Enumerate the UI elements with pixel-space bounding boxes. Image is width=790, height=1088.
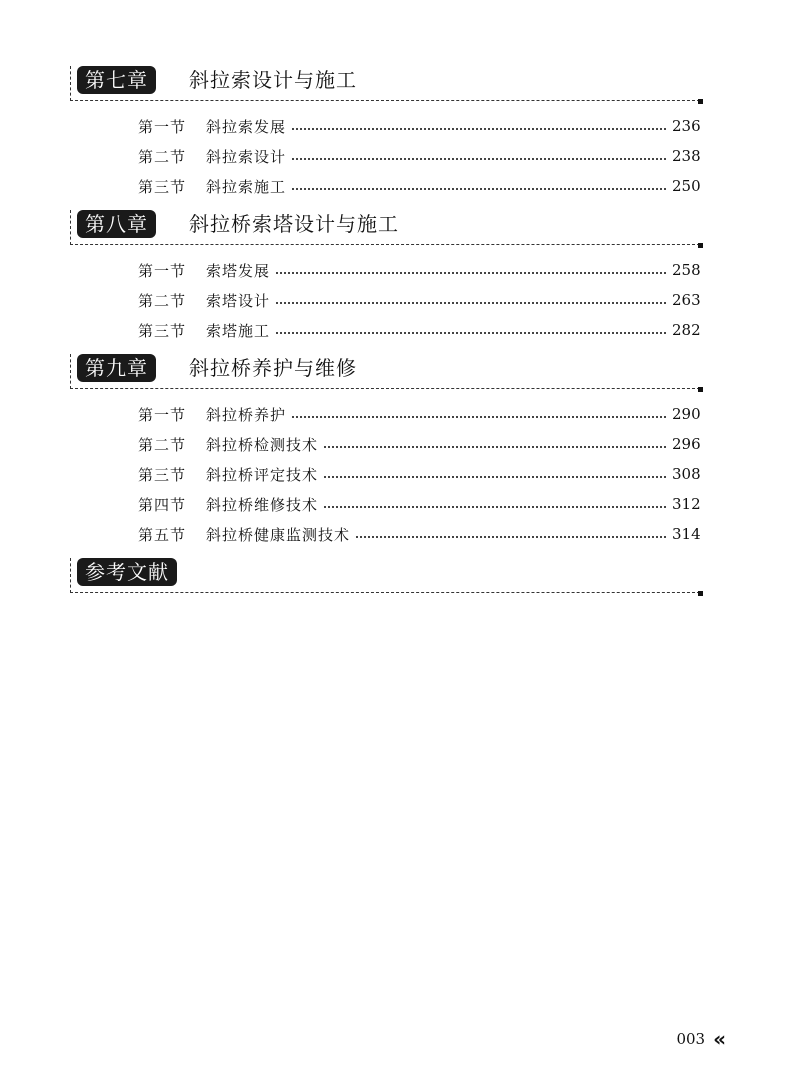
- section-number: 第二节: [138, 435, 187, 454]
- dot-leader: [276, 332, 666, 334]
- toc-entry[interactable]: [138, 459, 700, 489]
- page-number: 314: [672, 525, 701, 543]
- toc-entry[interactable]: [138, 429, 700, 459]
- rule-end-mark: [698, 243, 703, 248]
- references-badge[interactable]: 参考文献: [77, 558, 177, 586]
- toc-entry[interactable]: [138, 519, 700, 549]
- page-number: 263: [672, 291, 701, 309]
- chapter-badge: 第八章: [77, 210, 156, 238]
- toc-entry[interactable]: [138, 171, 700, 201]
- dot-leader: [276, 302, 666, 304]
- section-title: 斜拉桥检测技术: [206, 435, 319, 454]
- toc-entry[interactable]: [138, 111, 700, 141]
- dot-leader: [292, 188, 666, 190]
- toc-entry[interactable]: [138, 399, 700, 429]
- toc-entry[interactable]: [138, 255, 700, 285]
- chapter-8: [70, 210, 700, 345]
- section-number: 第二节: [138, 291, 187, 310]
- rule-end-mark: [698, 387, 703, 392]
- section-title: 索塔设计: [206, 291, 271, 310]
- dot-leader: [324, 476, 666, 478]
- dot-leader: [292, 158, 666, 160]
- toc-entry[interactable]: [138, 489, 700, 519]
- page-number: 296: [672, 435, 701, 453]
- folio-page-number: 003: [676, 1030, 706, 1048]
- section-title: 斜拉索施工: [206, 177, 287, 196]
- dot-leader: [356, 536, 666, 538]
- double-chevron-left-icon: «: [713, 1027, 726, 1051]
- toc-entry[interactable]: [138, 285, 700, 315]
- section-list: [70, 255, 700, 345]
- dot-leader: [324, 446, 666, 448]
- page-number: 250: [672, 177, 701, 195]
- section-title: 斜拉桥养护: [206, 405, 287, 424]
- section-number: 第一节: [138, 405, 187, 424]
- section-list: [70, 111, 700, 201]
- section-title: 斜拉桥评定技术: [206, 465, 319, 484]
- toc-entry[interactable]: [138, 315, 700, 345]
- section-number: 第三节: [138, 465, 187, 484]
- section-number: 第五节: [138, 525, 187, 544]
- section-title: 索塔发展: [206, 261, 271, 280]
- section-number: 第二节: [138, 147, 187, 166]
- dot-leader: [324, 506, 666, 508]
- section-list: [70, 399, 700, 549]
- chapter-title[interactable]: 斜拉桥养护与维修: [189, 356, 357, 380]
- page-number: 290: [672, 405, 701, 423]
- chapter-9: [70, 354, 700, 549]
- chapter-title[interactable]: 斜拉桥索塔设计与施工: [189, 212, 399, 236]
- chapter-heading: [70, 66, 700, 101]
- section-title: 斜拉索发展: [206, 117, 287, 136]
- toc-entry[interactable]: [138, 141, 700, 171]
- page-number: 282: [672, 321, 701, 339]
- rule-end-mark: [698, 591, 703, 596]
- chapter-heading: [70, 354, 700, 389]
- rule-end-mark: [698, 99, 703, 104]
- page-number: 258: [672, 261, 701, 279]
- chapter-7: [70, 66, 700, 201]
- page-number: 238: [672, 147, 701, 165]
- references: [70, 558, 700, 593]
- section-number: 第一节: [138, 117, 187, 136]
- section-number: 第一节: [138, 261, 187, 280]
- section-title: 斜拉索设计: [206, 147, 287, 166]
- section-number: 第三节: [138, 177, 187, 196]
- chapter-heading: [70, 210, 700, 245]
- chapter-badge: 第九章: [77, 354, 156, 382]
- section-title: 斜拉桥健康监测技术: [206, 525, 351, 544]
- section-number: 第三节: [138, 321, 187, 340]
- page-number: 236: [672, 117, 701, 135]
- section-title: 斜拉桥维修技术: [206, 495, 319, 514]
- references-heading: [70, 558, 700, 593]
- page-number: 308: [672, 465, 701, 483]
- page-footer: [676, 1027, 726, 1051]
- dot-leader: [292, 416, 666, 418]
- chapter-badge: 第七章: [77, 66, 156, 94]
- dot-leader: [292, 128, 666, 130]
- dot-leader: [276, 272, 666, 274]
- page-number: 312: [672, 495, 701, 513]
- section-title: 索塔施工: [206, 321, 271, 340]
- chapter-title[interactable]: 斜拉索设计与施工: [189, 68, 357, 92]
- section-number: 第四节: [138, 495, 187, 514]
